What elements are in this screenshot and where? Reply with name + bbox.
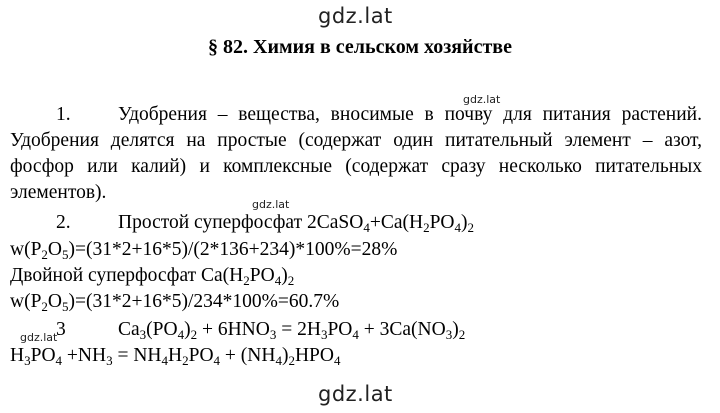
item-1-line-2: Удобрения делятся на простые (содержат один питательный элемент – азот, (10, 130, 702, 151)
watermark-top: gdz.lat (318, 4, 393, 28)
chemical-formula: $Ca(H_2PO_4)_2$ (201, 265, 295, 288)
item-2-line-2 (10, 238, 397, 262)
item-2-line-3 (10, 264, 294, 288)
formula-label: Простой суперфосфат (118, 212, 303, 233)
item-2-line-4 (10, 290, 339, 314)
watermark-bottom: gdz.lat (318, 382, 393, 406)
item-3-line-1 (10, 318, 465, 342)
watermark-small: gdz.lat (20, 331, 58, 344)
item-number: 1. (56, 104, 71, 125)
formula-label: Двойной суперфосфат (10, 265, 197, 286)
item-number: 2. (56, 212, 71, 233)
item-number: 3 (56, 319, 66, 340)
chemical-equation: $H_3PO_4 +NH_3 = NH_4H_2PO_4 + (NH_4)_2HPO_4$ (10, 345, 341, 368)
item-3-line-2 (10, 344, 340, 368)
item-1-line-3: фосфор или калий) и комплексные (содержат сразу несколько питательных (10, 156, 702, 177)
chemical-formula: $2CaSO_4+Ca(H_2PO_4)_2$ (306, 212, 475, 235)
item-1-line-4: элементов). (10, 182, 107, 203)
calculation: =(31*2+16*5)/(2*136+234)*100%=28% (75, 239, 398, 260)
paragraph-text: Удобрения – вещества, вносимые в почву для питания растений. (118, 104, 702, 125)
chemical-formula: $w(P_2O_5)$ (10, 239, 76, 262)
watermark-small: gdz.lat (463, 93, 501, 106)
watermark-small: gdz.lat (252, 198, 290, 211)
chemical-equation: $Ca_3(PO_4)_2 + 6HNO_3 = 2H_3PO_4 + 3Ca(NO_3)_2$ (118, 319, 466, 342)
item-2-line-1 (10, 211, 474, 235)
chemical-formula: $w(P_2O_5)$ (10, 291, 76, 314)
calculation: =(31*2+16*5)/234*100%=60.7% (75, 291, 340, 312)
item-1-line-1 (10, 103, 702, 127)
page-title: § 82. Химия в сельском хозяйстве (208, 36, 512, 58)
